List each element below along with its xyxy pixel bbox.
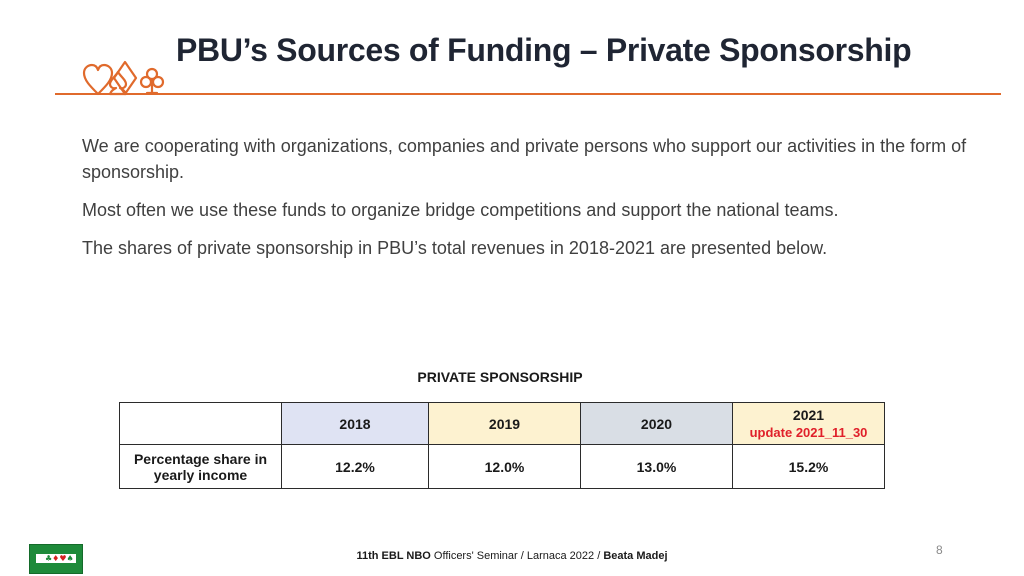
paragraph: The shares of private sponsorship in PBU’s total revenues in 2018-2021 are presented below.	[82, 238, 828, 258]
sponsorship-table	[119, 402, 885, 489]
card-suits-logo-icon	[80, 58, 170, 98]
header-cell-2019: 2019	[429, 403, 581, 445]
empty-corner-cell	[120, 403, 282, 445]
header-cell-2020: 2020	[581, 403, 733, 445]
header-divider	[55, 93, 1001, 95]
header-cell-2018: 2018	[282, 403, 429, 445]
body-text	[82, 133, 972, 273]
value-cell-2019: 12.0%	[429, 445, 581, 489]
value-cell-2020: 13.0%	[581, 445, 733, 489]
footer-event: 11th EBL NBO	[356, 550, 431, 562]
row-label: Percentage share in yearly income	[120, 445, 282, 489]
footer-author: Beata Madej	[603, 550, 668, 562]
ebl-badge-icon: ♣♦♥♠	[29, 544, 83, 574]
footer-middle: Officers' Seminar / Larnaca 2022 /	[430, 550, 604, 562]
table-header-row	[120, 403, 885, 445]
paragraph: We are cooperating with organizations, companies and private persons who support our activities in the form of sponsorship.	[82, 136, 967, 182]
page-number: 8	[936, 543, 943, 557]
value-cell-2021: 15.2%	[733, 445, 885, 489]
table-title: PRIVATE SPONSORSHIP	[417, 369, 583, 385]
table-row	[120, 445, 885, 489]
header-cell-2021	[733, 403, 885, 445]
paragraph: Most often we use these funds to organize bridge competitions and support the national teams.	[82, 200, 839, 220]
update-note: update 2021_11_30	[749, 425, 868, 440]
footer-text	[0, 550, 1024, 562]
page-title: PBU’s Sources of Funding – Private Sponsorship	[176, 32, 912, 68]
header-label-2021: 2021	[792, 407, 825, 423]
value-cell-2018: 12.2%	[282, 445, 429, 489]
